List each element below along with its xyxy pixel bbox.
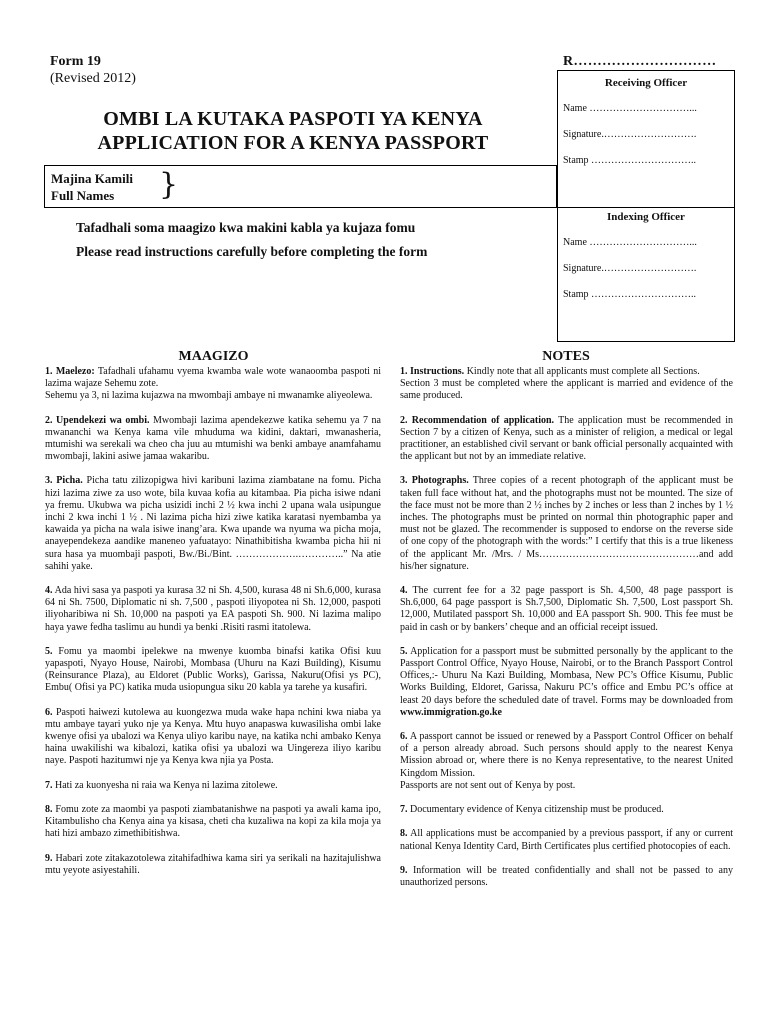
maagizo-item-1: 1. Maelezo: Tafadhali ufahamu vyema kwamba wale wote wanaoomba paspoti ni lazima wajaze Sehemu zote. Sehemu ya 3, ni lazima kujazwa na mwombaji ambaye ni mwanamke aliyeolewa. — [45, 366, 381, 402]
brace-symbol: } — [159, 167, 179, 202]
full-names-label-english: Full Names — [51, 188, 115, 203]
notes-item-4: 4. The current fee for a 32 page passport is Sh. 4,500, 48 page passport is Sh.6,000, 64 page passport is Sh.7,500, Diplomatic Sh. 7,500, Lost passport Sh. 12,000, Mutilated passport Sh. 10,000 and EA passport Sh. 900. This fee must be paid in cash or by bankers’ cheque and an official receipt issued. — [400, 585, 733, 633]
section-divider — [558, 207, 734, 208]
maagizo-column — [45, 366, 381, 889]
notes-heading: NOTES — [542, 349, 590, 364]
maagizo-item-8: 8. Fomu zote za maombi ya paspoti ziambatanishwe na paspoti ya awali kama ipo, Kitambulisho cha Kenya aina ya kisasa, cheti cha kuzaliwa na kopi za kila moja ya hati hizi ambazo zimethibitishwa. — [45, 803, 381, 840]
receiving-officer-stamp-field[interactable]: Stamp ………………………….. — [563, 155, 697, 166]
form-number: Form 19 — [50, 54, 101, 69]
notes-item-5: 5. Application for a passport must be submitted personally by the applicant to the Passport Control Office, Nyayo House, Nairobi, or to the Branch Passport Control Offices,:- Uhuru Na Kazi Building, Mombasa, New PC’s Office Kisumu, Public Works Building, Eldoret, Garissa, Nakuru PC’s office and Embu PC’s office at least 20 days before the scheduled date of travel. Forms may be downloaded from www.immigration.go.ke — [400, 645, 733, 718]
revision-label: (Revised 2012) — [50, 71, 136, 86]
notes-item-1: 1. Instructions. Kindly note that all applicants must complete all Sections. Section 3 must be completed where the applicant is married and evidence of the same produced. — [400, 366, 733, 402]
instruction-swahili: Tafadhali soma maagizo kwa makini kabla ya kujaza fomu — [76, 220, 416, 235]
maagizo-item-6: 6. Paspoti haiwezi kutolewa au kuongezwa muda wake hapa nchini kwa niaba ya mtu ambaye tayari yuko nje ya Kenya. Mtu huyo anapaswa kuwasilisha ombi lake kwenye ofisi ya ubalozi wa Kenya uliyo karibu naye, na katika nchi ambako Kenya haina uwakilishi wa kibalozi, katika ofisi ya ubalozi wa Uingereza iliyo karibu naye. Paspoti hazitumwi nje ya Kenya kwa njia ya Posta. — [45, 706, 381, 767]
indexing-officer-heading: Indexing Officer — [607, 211, 685, 223]
maagizo-item-2: 2. Upendekezi wa ombi. Mwombaji lazima apendekezwe katika sehemu ya 7 na mwananchi wa Kenya kama vile mhuduma wa kidini, daktari, mwanasheria, mtumishi wa serekali wa cheo cha juu au mtumishi wa benki ambaye anamfahamu mwombaji, lakini asiwe jamaa wakaribu. — [45, 414, 381, 463]
maagizo-heading: MAAGIZO — [178, 349, 249, 364]
receiving-officer-name-field[interactable]: Name …………………………... — [563, 103, 697, 114]
maagizo-item-7: 7. Hati za kuonyesha ni raia wa Kenya ni lazima zitolewe. — [45, 779, 278, 791]
indexing-officer-name-field[interactable]: Name …………………………... — [563, 237, 697, 248]
maagizo-item-9: 9. Habari zote zitakazotolewa zitahifadhiwa kama siri ya serikali na hazitajulishwa mtu yeyote asiyestahili. — [45, 852, 381, 876]
official-use-box — [557, 70, 735, 342]
receiving-officer-heading: Receiving Officer — [604, 77, 688, 89]
notes-item-7: 7. Documentary evidence of Kenya citizenship must be produced. — [400, 804, 664, 816]
title-english: APPLICATION FOR A KENYA PASSPORT — [97, 132, 489, 154]
notes-column — [400, 366, 733, 901]
receiving-officer-signature-field[interactable]: Signature.………………………. — [563, 129, 697, 140]
maagizo-item-4: 4. Ada hivi sasa ya paspoti ya kurasa 32 ni Sh. 4,500, kurasa 48 ni Sh.6,000, kurasa 64 ni Sh. 7500, Diplomatic ni sh. 7,500 , paspoti iliyopotea ni Sh. 12,000, paspoti iliyoharibiwa ni Sh. 10,000 na paspoti ya EA paspoti Sh. 900. Ni lazima malipo haya yawe fedha taslimu au hundi ya benki .Risiti rasmi itatolewa. — [45, 585, 381, 633]
instruction-english: Please read instructions carefully before completing the form — [76, 244, 428, 259]
maagizo-item-5: 5. Fomu ya maombi ipelekwe na mwenye kuomba binafsi katika Ofisi kuu yapaspoti, Nyayo House, Nairobi, Mombasa (Uhuru na Kazi Building), Kisumu (Reinsurance Plaza), au Eldoret (Public Works), Garissa, Nakuru(Ofisi ys PC), Embu( Ofisi ya PC) katika muda usiopungua siku 20 kabla ya tarehe ya kusafiri. — [45, 645, 381, 694]
notes-item-6: 6. A passport cannot be issued or renewed by a Passport Control Officer on behalf of a person already abroad. Such persons should apply to the nearest Kenya Mission abroad or, where there is no Kenya representative, to the nearest United Kingdom Mission. Passports are not sent out of Kenya by post. — [400, 731, 733, 791]
notes-item-3: 3. Photographs. Three copies of a recent photograph of the applicant must be taken full face without hat, and the photographs must not be mounted. The size of the face must not be more than 2 ½ inches by 2 inches or less than 2 inches by 1 ½ inches. The photographs must be printed on normal thin photographic paper and must not be glazed. The recommender is supposed to endorse on the reverse side of one copy of the photograph with the words:” I certify that this is a true likeness of the applicant Mr. /Mrs. / Ms…………………………………………and add his/her signature. — [400, 475, 734, 572]
indexing-officer-signature-field[interactable]: Signature.………………………. — [563, 263, 697, 274]
reference-number-field[interactable]: R………………………… — [563, 54, 717, 69]
notes-item-2: 2. Recommendation of application. The application must be recommended in Section 7 by a citizen of Kenya, such as a minister of religion, a medical or legal practitioner, an established civil servant or bank official personally acquainted with the applicant but not by an immediate relative. — [400, 414, 734, 463]
indexing-officer-stamp-field[interactable]: Stamp ………………………….. — [563, 289, 697, 300]
notes-item-8: 8. All applications must be accompanied by a previous passport, if any or current national Kenya Identity Card, Birth Certificates plus certified photocopies of each. — [400, 828, 733, 852]
full-names-label-swahili: Majina Kamili — [51, 171, 133, 186]
full-names-field[interactable] — [44, 165, 557, 208]
maagizo-item-3: 3. Picha. Picha tatu zilizopigwa hivi karibuni lazima ziambatane na fomu. Picha hizi lazima ziwe za uso wote, bila kuvaa kofia au kitambaa. Pia picha isiwe ndani ya fremu. Ukubwa wa picha usizidi inchi 2 ½ kwa inchi 2 upana wala usipungue inchi 2 kwa inchi 1 ½ . Ni lazima picha hizi ziwe katika karatasi nyembamba ya kawaida ya picha na wala isiwe inang’ara. Kwa upande wa nyuma wa picha moja, anayependekeza aandike maneneo yafuatayo: Ninathibitisha kwamba picha hii ni sura hasa ya muombaji paspoti, Bw./Bi./Bint. ……………….…………..” Na atie sahihi yake. — [45, 475, 381, 572]
notes-item-9: 9. Information will be treated confidentially and shall not be passed to any unauthorized persons. — [400, 864, 733, 888]
title-swahili: OMBI LA KUTAKA PASPOTI YA KENYA — [103, 108, 483, 130]
immigration-website-link[interactable]: www.immigration.go.ke — [400, 706, 502, 718]
